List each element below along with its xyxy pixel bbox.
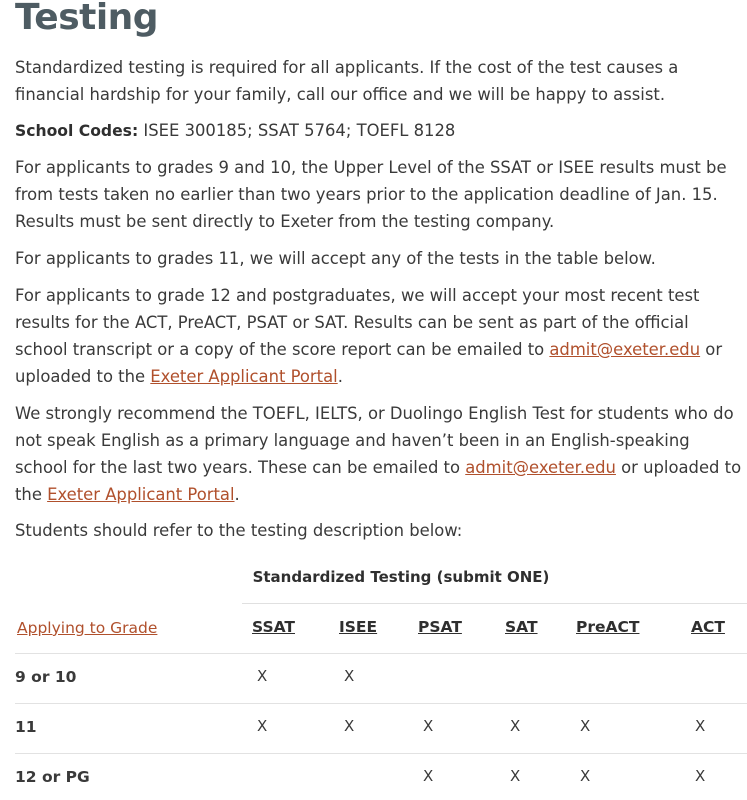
table-caption: Standardized Testing (submit ONE): [252, 568, 550, 586]
applicant-portal-link[interactable]: Exeter Applicant Portal: [47, 485, 235, 504]
column-header-preact: PreACT: [576, 618, 640, 636]
grade-12-end-text: .: [337, 367, 343, 386]
paragraph-grades-9-10: For applicants to grades 9 and 10, the Upper Level of the SSAT or ISEE results must be from tests taken no earlier than two years prior to the application deadline of Jan. 15. Results must be sent directly to Exeter from the testing company.: [15, 158, 727, 231]
applicant-portal-link[interactable]: Exeter Applicant Portal: [150, 367, 338, 386]
english-tests-mid-text: or uploaded to the: [15, 458, 742, 504]
column-header-sat: SAT: [505, 618, 538, 636]
row-divider: [15, 653, 747, 654]
applying-to-grade-header[interactable]: Applying to Grade: [17, 619, 158, 637]
table-cell-mark: X: [423, 767, 434, 785]
table-cell-mark: X: [695, 767, 706, 785]
table-cell-mark: X: [257, 717, 268, 735]
paragraph-english-tests: [15, 400, 745, 508]
column-header-act: ACT: [691, 618, 725, 636]
paragraph-requirement: Standardized testing is required for all applicants. If the cost of the test causes a financial hardship for your family, call our office and we will be happy to assist.: [15, 58, 679, 104]
table-cell-mark: X: [510, 717, 521, 735]
table-cell-mark: X: [510, 767, 521, 785]
paragraph-grade-11: For applicants to grades 11, we will accept any of the tests in the table below.: [15, 249, 656, 268]
table-cell-mark: X: [580, 717, 591, 735]
grade-12-mid-text: or uploaded to the: [15, 340, 723, 386]
english-tests-end-text: .: [234, 485, 240, 504]
english-tests-text: We strongly recommend the TOEFL, IELTS, or Duolingo English Test for students who do not speak English as a primary language and haven’t been in an English-speaking school for the last two years. These can be emailed to: [15, 404, 734, 477]
standardized-testing-table: [15, 558, 747, 800]
grade-12-text: For applicants to grade 12 and postgraduates, we will accept your most recent test results for the ACT, PreACT, PSAT or SAT. Results can be sent as part of the official school transcript or a copy of the score report can be emailed to: [15, 286, 700, 359]
column-header-psat: PSAT: [418, 618, 462, 636]
table-cell-mark: X: [423, 717, 434, 735]
row-grade-label: 9 or 10: [15, 668, 77, 686]
paragraph-grade-12: [15, 282, 745, 390]
column-header-ssat: SSAT: [252, 618, 295, 636]
table-cell-mark: X: [344, 667, 355, 685]
table-cell-mark: X: [257, 667, 268, 685]
table-cell-mark: X: [344, 717, 355, 735]
row-grade-label: 11: [15, 718, 37, 736]
page-title: Testing: [15, 0, 159, 38]
school-codes-value: ISEE 300185; SSAT 5764; TOEFL 8128: [138, 121, 456, 140]
admit-email-link[interactable]: admit@exeter.edu: [549, 340, 701, 359]
row-divider: [15, 703, 747, 704]
table-header-top-border: [242, 603, 747, 604]
table-cell-mark: X: [580, 767, 591, 785]
row-grade-label: 12 or PG: [15, 768, 90, 786]
school-codes-label: School Codes:: [15, 122, 139, 140]
row-divider: [15, 753, 747, 754]
paragraph-school-codes: [15, 117, 745, 145]
column-header-isee: ISEE: [339, 618, 378, 636]
admit-email-link[interactable]: admit@exeter.edu: [465, 458, 616, 477]
paragraph-refer-below: Students should refer to the testing description below:: [15, 521, 463, 540]
table-cell-mark: X: [695, 717, 706, 735]
